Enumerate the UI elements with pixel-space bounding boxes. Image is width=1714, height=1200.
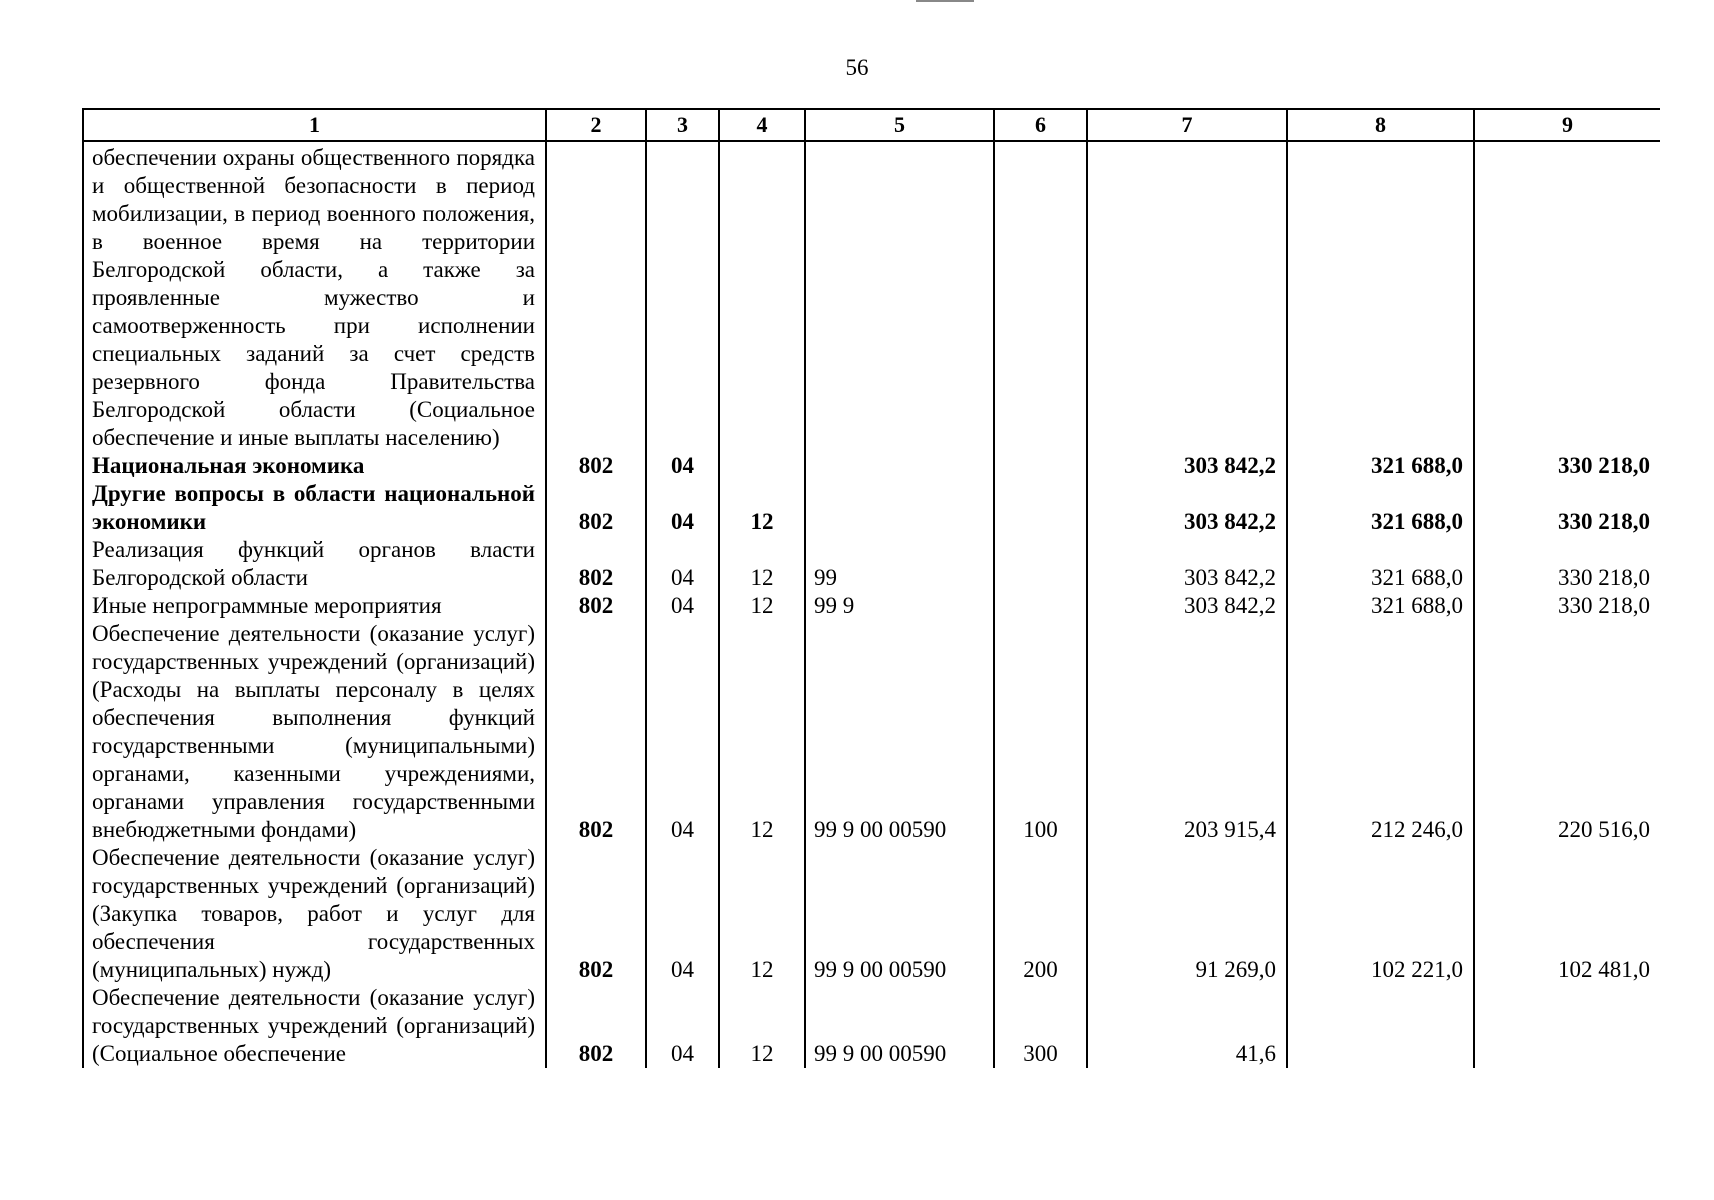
row-amount-col8: 321 688,0 bbox=[1287, 536, 1474, 592]
row-amount-col7: 303 842,2 bbox=[1087, 452, 1287, 480]
row-code-subsection bbox=[719, 452, 805, 480]
budget-table bbox=[82, 108, 1660, 1068]
row-code-subsection: 12 bbox=[719, 620, 805, 844]
row-name: Иные непрограммные мероприятия bbox=[83, 592, 546, 620]
page-number: 56 bbox=[845, 55, 869, 80]
row-amount-col8: 321 688,0 bbox=[1287, 480, 1474, 536]
row-name: обеспечении охраны общественного порядка и общественной безопасности в период мобилизации, в период военного положения, в военное время на территории Белгородской области, а также за проявленные мужество и самоотверженность при исполнении специальных заданий за счет средств резервного фонда Правительства Белгородской области (Социальное обеспечение и иные выплаты населению) bbox=[83, 141, 546, 452]
row-amount-col9: 330 218,0 bbox=[1474, 480, 1660, 536]
table-row bbox=[83, 452, 1660, 480]
row-amount-col7: 303 842,2 bbox=[1087, 592, 1287, 620]
row-code-article bbox=[805, 452, 994, 480]
row-amount-col7: 91 269,0 bbox=[1087, 844, 1287, 984]
table-row bbox=[83, 480, 1660, 536]
row-code-expense-type: 100 bbox=[994, 620, 1087, 844]
row-code-article bbox=[805, 480, 994, 536]
table-row bbox=[83, 536, 1660, 592]
row-name: Обеспечение деятельности (оказание услуг) государственных учреждений (организаций) (Социальное обеспечение bbox=[83, 984, 546, 1068]
row-code-article: 99 9 00 00590 bbox=[805, 984, 994, 1068]
row-code-ministry: 802 bbox=[546, 592, 646, 620]
row-code-subsection: 12 bbox=[719, 984, 805, 1068]
row-code-section: 04 bbox=[646, 844, 719, 984]
row-code-expense-type bbox=[994, 141, 1087, 452]
table-row bbox=[83, 844, 1660, 984]
row-code-subsection: 12 bbox=[719, 536, 805, 592]
row-amount-col9: 330 218,0 bbox=[1474, 452, 1660, 480]
table-header-row bbox=[83, 109, 1660, 141]
row-code-section: 04 bbox=[646, 984, 719, 1068]
row-code-expense-type bbox=[994, 536, 1087, 592]
row-code-section: 04 bbox=[646, 536, 719, 592]
row-amount-col8: 321 688,0 bbox=[1287, 592, 1474, 620]
row-code-section: 04 bbox=[646, 480, 719, 536]
row-amount-col9: 330 218,0 bbox=[1474, 536, 1660, 592]
row-code-article: 99 9 bbox=[805, 592, 994, 620]
row-code-subsection: 12 bbox=[719, 480, 805, 536]
row-code-expense-type: 200 bbox=[994, 844, 1087, 984]
header-col-6: 6 bbox=[994, 109, 1087, 141]
row-code-expense-type bbox=[994, 452, 1087, 480]
header-col-9: 9 bbox=[1474, 109, 1660, 141]
row-code-expense-type: 300 bbox=[994, 984, 1087, 1068]
row-amount-col7: 41,6 bbox=[1087, 984, 1287, 1068]
row-code-expense-type bbox=[994, 480, 1087, 536]
table-body bbox=[83, 141, 1660, 1068]
row-amount-col8: 212 246,0 bbox=[1287, 620, 1474, 844]
row-code-section: 04 bbox=[646, 452, 719, 480]
row-amount-col9: 220 516,0 bbox=[1474, 620, 1660, 844]
row-amount-col8 bbox=[1287, 141, 1474, 452]
row-code-ministry bbox=[546, 141, 646, 452]
row-amount-col9: 330 218,0 bbox=[1474, 592, 1660, 620]
budget-table-container bbox=[82, 108, 1660, 1108]
row-code-ministry: 802 bbox=[546, 452, 646, 480]
row-code-ministry: 802 bbox=[546, 480, 646, 536]
row-code-section bbox=[646, 141, 719, 452]
header-col-8: 8 bbox=[1287, 109, 1474, 141]
table-row bbox=[83, 620, 1660, 844]
row-name: Обеспечение деятельности (оказание услуг) государственных учреждений (организаций) (Расходы на выплаты персоналу в целях обеспечения выполнения функций государственными (муниципальными) органами, казенными учреждениями, органами управления государственными внебюджетными фондами) bbox=[83, 620, 546, 844]
row-code-subsection: 12 bbox=[719, 844, 805, 984]
header-col-1: 1 bbox=[83, 109, 546, 141]
row-code-ministry: 802 bbox=[546, 984, 646, 1068]
scan-artifact bbox=[916, 0, 974, 2]
row-code-ministry: 802 bbox=[546, 620, 646, 844]
row-code-article: 99 bbox=[805, 536, 994, 592]
row-amount-col7: 303 842,2 bbox=[1087, 480, 1287, 536]
row-code-article bbox=[805, 141, 994, 452]
row-name: Обеспечение деятельности (оказание услуг) государственных учреждений (организаций) (Закупка товаров, работ и услуг для обеспечения государственных (муниципальных) нужд) bbox=[83, 844, 546, 984]
row-name: Другие вопросы в области национальной экономики bbox=[83, 480, 546, 536]
row-code-article: 99 9 00 00590 bbox=[805, 620, 994, 844]
table-row bbox=[83, 592, 1660, 620]
row-amount-col9 bbox=[1474, 984, 1660, 1068]
row-amount-col8 bbox=[1287, 984, 1474, 1068]
header-col-3: 3 bbox=[646, 109, 719, 141]
header-col-2: 2 bbox=[546, 109, 646, 141]
row-amount-col8: 102 221,0 bbox=[1287, 844, 1474, 984]
row-code-section: 04 bbox=[646, 592, 719, 620]
row-code-subsection bbox=[719, 141, 805, 452]
row-amount-col9 bbox=[1474, 141, 1660, 452]
row-code-ministry: 802 bbox=[546, 536, 646, 592]
row-name: Национальная экономика bbox=[83, 452, 546, 480]
row-code-subsection: 12 bbox=[719, 592, 805, 620]
row-code-ministry: 802 bbox=[546, 844, 646, 984]
row-code-expense-type bbox=[994, 592, 1087, 620]
header-col-5: 5 bbox=[805, 109, 994, 141]
row-amount-col8: 321 688,0 bbox=[1287, 452, 1474, 480]
row-amount-col7: 303 842,2 bbox=[1087, 536, 1287, 592]
row-code-section: 04 bbox=[646, 620, 719, 844]
row-amount-col7: 203 915,4 bbox=[1087, 620, 1287, 844]
row-amount-col9: 102 481,0 bbox=[1474, 844, 1660, 984]
header-col-4: 4 bbox=[719, 109, 805, 141]
header-col-7: 7 bbox=[1087, 109, 1287, 141]
row-name: Реализация функций органов власти Белгородской области bbox=[83, 536, 546, 592]
table-row bbox=[83, 984, 1660, 1068]
row-code-article: 99 9 00 00590 bbox=[805, 844, 994, 984]
table-row bbox=[83, 141, 1660, 452]
row-amount-col7 bbox=[1087, 141, 1287, 452]
